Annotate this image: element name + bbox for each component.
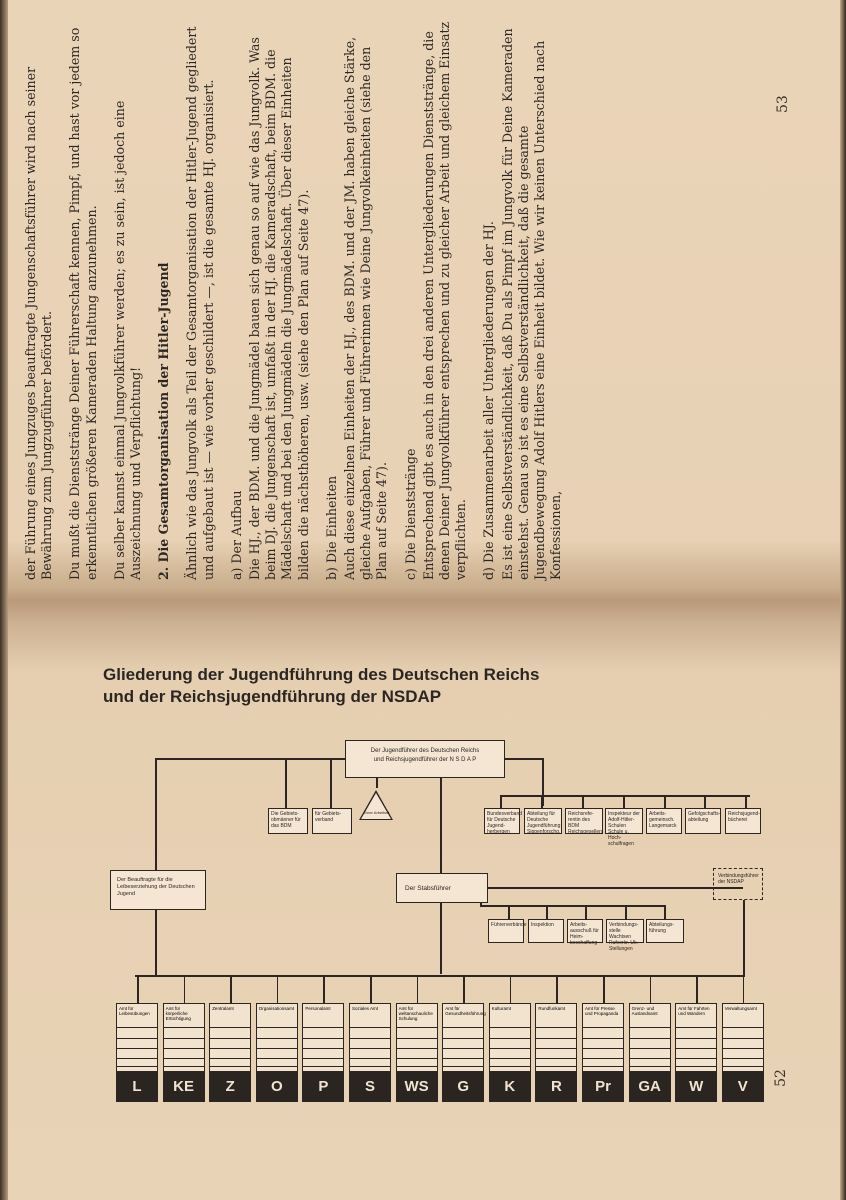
reichsjugendfuehrer-box xyxy=(345,740,505,778)
connector xyxy=(370,975,372,1003)
column-rule xyxy=(723,1058,763,1059)
connector xyxy=(664,905,666,919)
department-column xyxy=(535,1003,577,1072)
column-rule xyxy=(676,1058,716,1059)
column-rule xyxy=(443,1038,483,1039)
inspektion-box: Inspektion xyxy=(528,919,564,943)
column-rule xyxy=(490,1048,530,1049)
department-letter: K xyxy=(489,1072,531,1102)
connector xyxy=(500,795,750,797)
column-rule xyxy=(257,1058,297,1059)
connector xyxy=(745,795,747,809)
adolf-hitler-schulen-box: Inspekteur der Adolf-Hitler-Schulen Schule u. Hoch-schulfragen xyxy=(605,808,643,834)
heimbeschaffung-box: Arbeits-ausschuß für Heim-beschaffung xyxy=(567,919,603,943)
connector xyxy=(277,975,279,1003)
column-rule xyxy=(210,1048,250,1049)
column-rule xyxy=(303,1058,343,1059)
department-column xyxy=(163,1003,205,1072)
connector xyxy=(135,975,745,977)
department-column xyxy=(489,1003,531,1072)
abteilungsfuehrung-box: Abteilungs-führung xyxy=(646,919,684,943)
column-rule xyxy=(723,1048,763,1049)
connector xyxy=(230,975,232,1003)
column-rule xyxy=(536,1048,576,1049)
connector xyxy=(155,758,347,760)
column-rule xyxy=(676,1038,716,1039)
column-rule xyxy=(350,1066,390,1067)
department-column xyxy=(116,1003,158,1072)
connector xyxy=(417,975,419,1003)
department-label: Zentralamt xyxy=(210,1004,250,1028)
column-rule xyxy=(257,1048,297,1049)
connector xyxy=(556,975,558,1003)
column-rule xyxy=(630,1038,670,1039)
department-letter: WS xyxy=(396,1072,438,1102)
department-column xyxy=(722,1003,764,1072)
gefolgschaft-box: Gefolgschafts-abteilung xyxy=(685,808,721,834)
connector xyxy=(500,795,502,809)
page-edge-right xyxy=(840,0,846,1200)
column-rule xyxy=(443,1066,483,1067)
column-rule xyxy=(164,1066,204,1067)
department-column xyxy=(396,1003,438,1072)
top-box-line-2: und Reichsjugendführer der N S D A P xyxy=(373,757,477,763)
department-column xyxy=(209,1003,251,1072)
column-rule xyxy=(723,1038,763,1039)
department-letter: L xyxy=(116,1072,158,1102)
connector xyxy=(137,975,139,1003)
department-column xyxy=(675,1003,717,1072)
paragraph: Die HJ., der BDM. und die Jungmädel bauen sich genau so auf wie das Jungvolk. Was beim DJ. die Jungenschaft ist, umfaßt in der HJ. die Kameradschaft, beim BDM. die Mädelschaft und bei den Jungmädeln die Jungmädelschaft. Über dieser Einheiten bilden die nächsthöheren, usw. (siehe den Plan auf Seite 47). xyxy=(247,37,311,580)
connector xyxy=(155,910,157,976)
column-rule xyxy=(164,1058,204,1059)
department-letter: P xyxy=(302,1072,344,1102)
column-rule xyxy=(536,1038,576,1039)
paragraph: Du selber kannst einmal Jungvolkführer werden; es zu sein, ist jedoch eine Auszeichnung und Verpflichtung! xyxy=(111,100,144,580)
department-label: Organisationsamt xyxy=(257,1004,297,1028)
department-letter: V xyxy=(722,1072,764,1102)
column-rule xyxy=(350,1058,390,1059)
page-number-52: 52 xyxy=(772,1069,789,1087)
subheading: a) Der Aufbau xyxy=(228,490,244,580)
column-rule xyxy=(490,1038,530,1039)
column-rule xyxy=(676,1066,716,1067)
connector xyxy=(503,758,543,760)
department-label: Amt für weltanschauliche Schulung xyxy=(397,1004,437,1028)
paragraph: Du mußt die Dienststränge Deiner Führerschaft kennen, Pimpf, und hast vor jedem so erkenntlichen größeren Kameraden Haltung anzunehmen. xyxy=(67,27,99,580)
subheading: b) Die Einheiten xyxy=(323,475,339,580)
column-rule xyxy=(350,1038,390,1039)
connector xyxy=(582,795,584,809)
column-rule xyxy=(583,1066,623,1067)
title-line-1: Gliederung der Jugendführung des Deutschen Reichs xyxy=(103,665,540,684)
connector xyxy=(743,900,745,976)
column-rule xyxy=(210,1058,250,1059)
verbindungsstelle-box: Verbindungs-stelle Wachtsen Rufverkr. Uk.-Stellungen xyxy=(606,919,644,943)
column-rule xyxy=(210,1038,250,1039)
subheading: c) Die Dienststränge xyxy=(402,448,418,580)
connector xyxy=(625,905,627,919)
department-column xyxy=(349,1003,391,1072)
department-label: Soziales Amt xyxy=(350,1004,390,1028)
triangle-label: Einer Arbeitsst. xyxy=(363,810,391,815)
connector xyxy=(664,795,666,809)
connector xyxy=(603,975,605,1003)
column-rule xyxy=(397,1066,437,1067)
column-rule xyxy=(583,1058,623,1059)
department-letter: Pr xyxy=(582,1072,624,1102)
reichsjugendbuecherei-box: Reichsjugend-bücherei xyxy=(725,808,761,834)
department-letter: GA xyxy=(629,1072,671,1102)
column-rule xyxy=(397,1058,437,1059)
department-column xyxy=(302,1003,344,1072)
department-letter: O xyxy=(256,1072,298,1102)
connector xyxy=(510,975,512,1003)
section-heading: 2. Die Gesamtorganisation der Hitler-Jugend xyxy=(156,262,172,580)
department-letter: S xyxy=(349,1072,391,1102)
paragraph: Entsprechend gibt es auch in den drei anderen Untergliederungen Dienststränge, die denen Deiner Jungvolkführer entsprechen und zu gleicher Arbeit und gleichem Einsatz verpflichten. xyxy=(420,21,469,580)
department-label: Amt für Leibesübungen xyxy=(117,1004,157,1028)
column-rule xyxy=(583,1048,623,1049)
department-column xyxy=(582,1003,624,1072)
connector xyxy=(155,758,157,870)
column-rule xyxy=(164,1038,204,1039)
department-label: Kulturamt xyxy=(490,1004,530,1028)
department-label: Personalamt xyxy=(303,1004,343,1028)
department-letter: G xyxy=(442,1072,484,1102)
column-rule xyxy=(630,1048,670,1049)
column-rule xyxy=(536,1058,576,1059)
column-rule xyxy=(397,1038,437,1039)
connector xyxy=(184,975,186,1003)
department-letter: Z xyxy=(209,1072,251,1102)
column-rule xyxy=(350,1048,390,1049)
department-letter: W xyxy=(675,1072,717,1102)
department-label: Amt für Presse und Propaganda xyxy=(583,1004,623,1028)
connector xyxy=(488,887,743,889)
column-rule xyxy=(630,1058,670,1059)
connector xyxy=(743,975,745,1003)
connector xyxy=(323,975,325,1003)
langemarck-box: Arbeits-gemeinsch. Langemarck xyxy=(646,808,682,834)
connector xyxy=(330,758,332,808)
column-rule xyxy=(490,1066,530,1067)
department-letter: R xyxy=(535,1072,577,1102)
paragraph: Es ist eine Selbstverständlichkeit, daß Du als Pimpf im Jungvolk für Deine Kameraden einstehst. Genau so ist es eine Selbstverständlichkeit, daß die gesamte Jugendbewegung Adolf Hitlers eine Einheit bildet. Wie wir keinen Unterschied nach Konfessionen, xyxy=(499,28,564,580)
leibeserziehung-box: Der Beauftragte für die Leibeserziehung der Deutschen Jugend xyxy=(110,870,206,910)
column-rule xyxy=(117,1038,157,1039)
connector xyxy=(285,758,287,808)
connector xyxy=(546,905,548,919)
fuehrerverbaende-box: Führerverbände xyxy=(488,919,524,943)
connector xyxy=(541,795,543,809)
connector xyxy=(650,975,652,1003)
triangle-fill xyxy=(361,793,391,819)
department-label: Amt für körperliche Ertüchtigung xyxy=(164,1004,204,1028)
connector xyxy=(623,795,625,809)
column-rule xyxy=(490,1058,530,1059)
gebietsobmaenner-box: Die Gebiets-obmänner für das BDM xyxy=(268,808,308,834)
department-label: Verwaltungsamt xyxy=(723,1004,763,1028)
paragraph: Auch diese einzelnen Einheiten der HJ., des BDM. und der JM. haben gleiche Stärke, gleiche Aufgaben, Führer und Führerinnen wie Deine Jungvolkeinheiten (siehe den Plan auf Seite 47). xyxy=(342,36,390,580)
column-rule xyxy=(257,1038,297,1039)
connector xyxy=(508,905,510,919)
column-rule xyxy=(443,1048,483,1049)
title-line-2: und der Reichsjugendführung der NSDAP xyxy=(103,687,442,706)
column-rule xyxy=(723,1066,763,1067)
column-rule xyxy=(210,1066,250,1067)
column-rule xyxy=(443,1058,483,1059)
column-rule xyxy=(397,1048,437,1049)
column-rule xyxy=(117,1066,157,1067)
paragraph: der Führung eines Jungzuges beauftragte Jungenschaftsführer wird nach seiner Bewährung zum Jungzugführer befördert. xyxy=(23,66,55,580)
department-label: Rundfunkamt xyxy=(536,1004,576,1028)
connector xyxy=(463,975,465,1003)
column-rule xyxy=(117,1058,157,1059)
paragraph: Ähnlich wie das Jungvolk als Teil der Gesamtorganisation der Hitler-Jugend gegliedert und aufgebaut ist — wie vorher geschildert —, ist die gesamte HJ. organisiert. xyxy=(184,26,216,580)
page-53-text xyxy=(23,20,823,580)
gebietsverband-box: für Gebiets-verband xyxy=(312,808,352,834)
connector xyxy=(585,905,587,919)
column-rule xyxy=(676,1048,716,1049)
department-column xyxy=(629,1003,671,1072)
department-column xyxy=(442,1003,484,1072)
department-label: Amt für Gesundheitsführung xyxy=(443,1004,483,1028)
department-letter: KE xyxy=(163,1072,205,1102)
subheading: d) Die Zusammenarbeit aller Untergliederungen der HJ. xyxy=(481,221,497,580)
top-box-line-1: Der Jugendführer des Deutschen Reichs xyxy=(370,748,480,754)
reichsreferentin-box: Reichsrefe-rentin des BDM Reichsgesellen xyxy=(565,808,603,834)
column-rule xyxy=(257,1066,297,1067)
verbindungsfuehrer-box: Verbindungsführer der NSDAP xyxy=(713,868,763,900)
column-rule xyxy=(303,1038,343,1039)
bundesverband-box: Bundesverband für Deutsche Jugend-herbergen xyxy=(484,808,520,834)
column-rule xyxy=(164,1048,204,1049)
sippenforschung-box: Abteilung für Deutsche Jugendführung Sippenforschg. xyxy=(524,808,562,834)
stabsfuehrer-box: Der Stabsführer xyxy=(396,873,488,903)
connector xyxy=(696,975,698,1003)
page-number-53: 53 xyxy=(775,95,791,113)
department-label: Grenz- und Auslandsamt xyxy=(630,1004,670,1028)
column-rule xyxy=(583,1038,623,1039)
page-edge-left xyxy=(0,0,8,1200)
column-rule xyxy=(303,1048,343,1049)
column-rule xyxy=(303,1066,343,1067)
column-rule xyxy=(630,1066,670,1067)
department-label: Amt für Fahrten und Wandern xyxy=(676,1004,716,1028)
column-rule xyxy=(117,1048,157,1049)
diagram-title xyxy=(103,664,539,708)
column-rule xyxy=(536,1066,576,1067)
connector xyxy=(704,795,706,809)
department-column xyxy=(256,1003,298,1072)
